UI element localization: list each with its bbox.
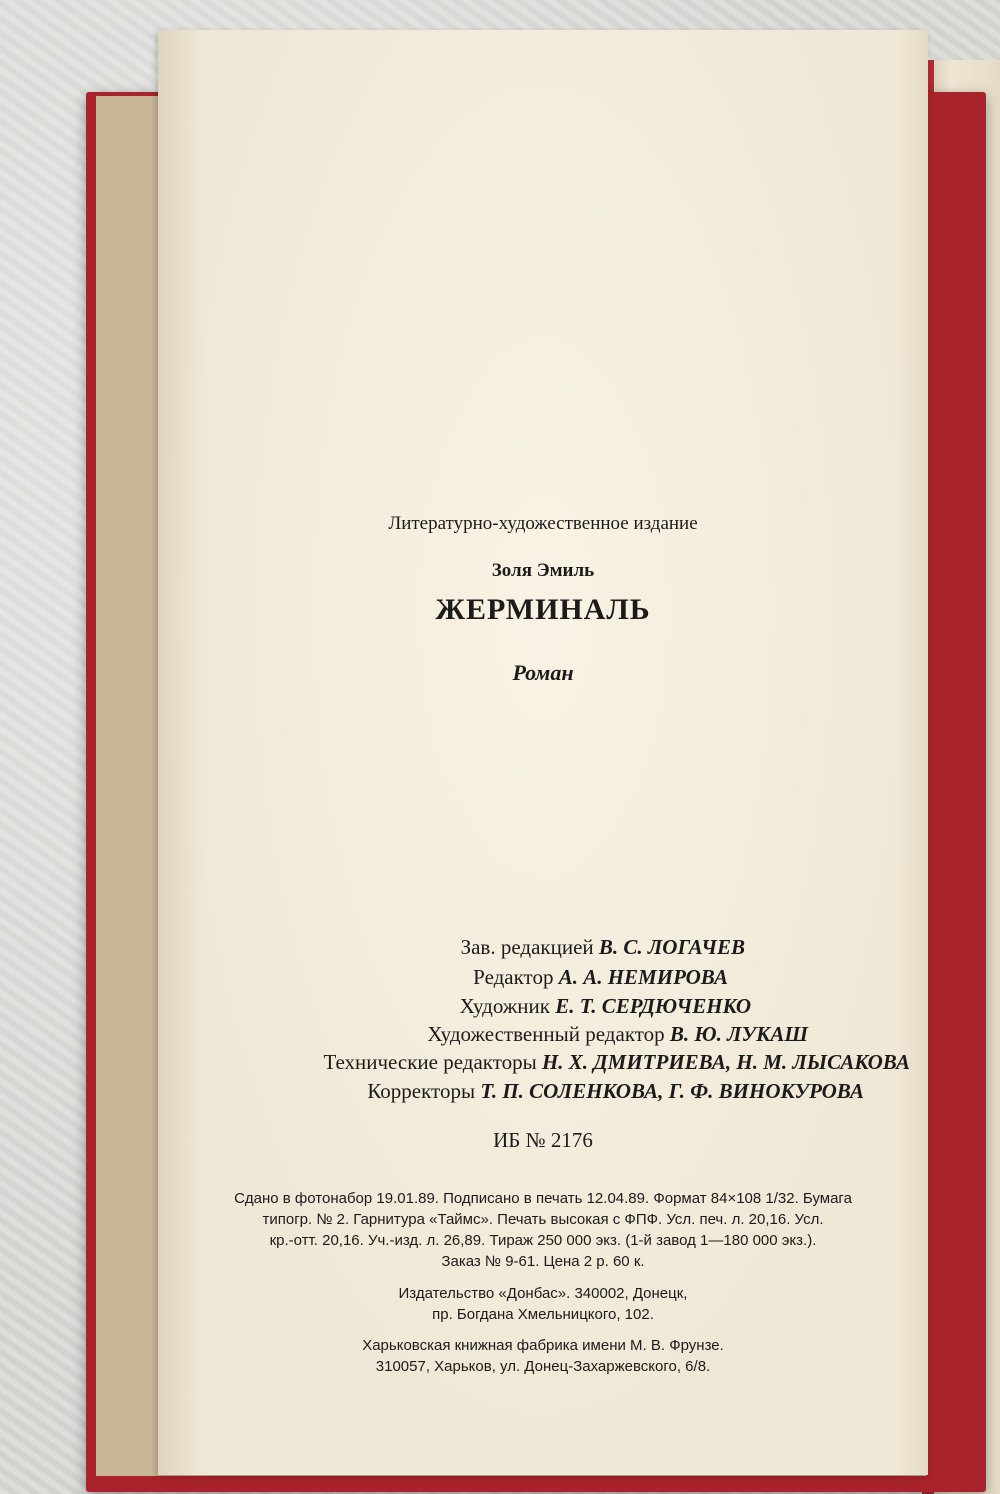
credit-name: Е. Т. СЕРДЮЧЕНКО xyxy=(555,994,751,1018)
genre: Роман xyxy=(512,660,574,685)
imprint-line: Заказ № 9-61. Цена 2 р. 60 к. xyxy=(441,1253,645,1270)
credit-editor xyxy=(473,965,728,990)
credit-role: Технические редакторы xyxy=(323,1050,537,1074)
credit-name: Н. Х. ДМИТРИЕВА, Н. М. ЛЫСАКОВА xyxy=(541,1050,910,1074)
publication-type: Литературно-художественное издание xyxy=(388,513,698,534)
credit-role: Зав. редакцией xyxy=(460,935,594,959)
imprint-line: Сдано в фотонабор 19.01.89. Подписано в печать 12.04.89. Формат 84×108 1/32. Бумага xyxy=(234,1190,852,1207)
credit-editor-in-chief xyxy=(461,935,745,960)
imprint-line: кр.-отт. 20,16. Уч.-изд. л. 26,89. Тираж 250 000 экз. (1-й завод 1—180 000 экз.). xyxy=(269,1232,817,1249)
printer-line: Харьковская книжная фабрика имени М. В. Фрунзе. xyxy=(362,1337,724,1354)
book-title: ЖЕРМИНАЛЬ xyxy=(435,593,651,626)
author: Золя Эмиль xyxy=(491,560,595,581)
credit-role: Художественный редактор xyxy=(427,1022,665,1046)
ib-number: ИБ № 2176 xyxy=(493,1128,593,1152)
credit-role: Корректоры xyxy=(367,1079,476,1103)
credit-role: Редактор xyxy=(473,965,554,989)
imprint-line: типогр. № 2. Гарнитура «Таймс». Печать высокая с ФПФ. Усл. печ. л. 20,16. Усл. xyxy=(262,1211,824,1228)
credit-technical-editors xyxy=(323,1050,910,1075)
credit-role: Художник xyxy=(459,994,550,1018)
credit-name: Т. П. СОЛЕНКОВА, Г. Ф. ВИНОКУРОВА xyxy=(480,1079,864,1103)
credit-art-editor xyxy=(427,1022,808,1047)
credit-name: В. С. ЛОГАЧЕВ xyxy=(598,935,745,959)
printer-line: 310057, Харьков, ул. Донец-Захаржевского, 6/8. xyxy=(375,1358,711,1375)
publisher-line: пр. Богдана Хмельницкого, 102. xyxy=(432,1306,654,1323)
credit-name: А. А. НЕМИРОВА xyxy=(558,965,728,989)
credit-proofreaders xyxy=(367,1079,864,1104)
publisher-line: Издательство «Донбас». 340002, Донецк, xyxy=(398,1285,688,1302)
credit-artist xyxy=(460,994,751,1019)
credit-name: В. Ю. ЛУКАШ xyxy=(669,1022,808,1046)
book-page xyxy=(158,30,928,1475)
